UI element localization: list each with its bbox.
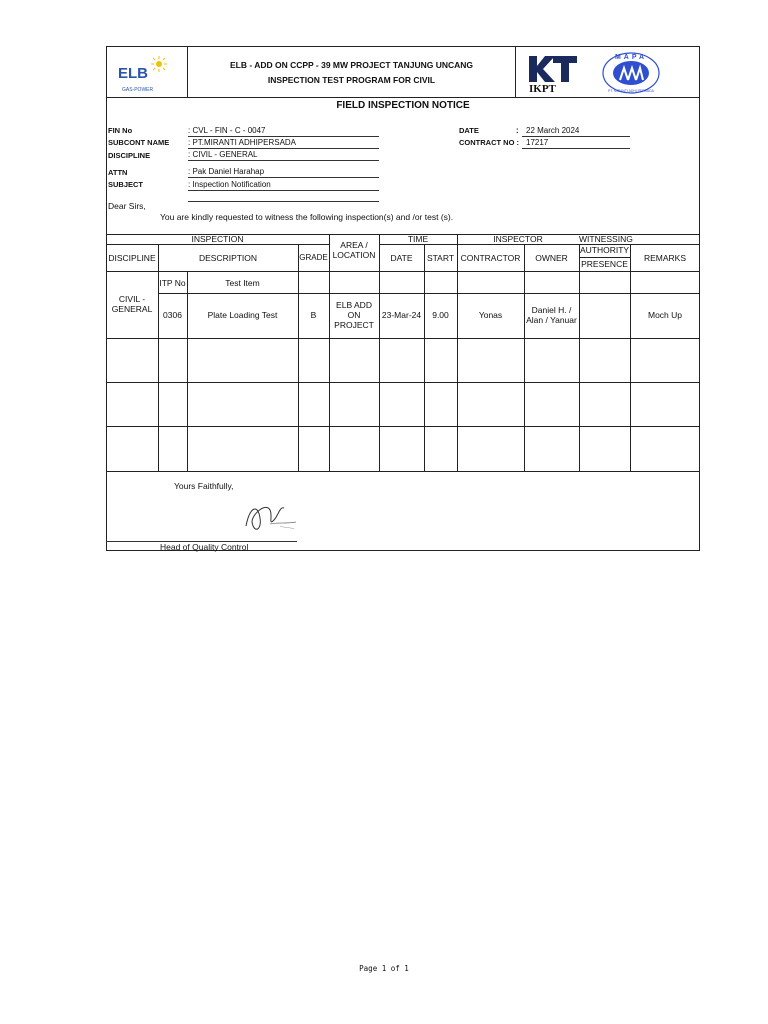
program-title: INSPECTION TEST PROGRAM FOR CIVIL <box>267 75 436 85</box>
header-time: TIME <box>407 234 429 244</box>
notice-title: FIELD INSPECTION NOTICE <box>336 100 470 111</box>
subcont-label: SUBCONT NAME <box>108 138 170 147</box>
cell-date: 23-Mar-24 <box>381 310 422 320</box>
subject-value: : Inspection Notification <box>188 180 271 189</box>
svg-text:ELB: ELB <box>118 65 148 82</box>
header-grade: GRADE <box>299 253 328 262</box>
svg-text:MAPA: MAPA <box>614 54 648 61</box>
header-test-item: Test Item <box>225 278 260 288</box>
attn-value: : Pak Daniel Harahap <box>188 167 265 176</box>
cell-contractor: Yonas <box>478 310 503 320</box>
header-discipline: DISCIPLINE <box>108 253 156 263</box>
elb-logo <box>112 52 182 94</box>
date-value: 22 March 2024 <box>526 126 580 135</box>
fin-value: : CVL - FIN - C - 0047 <box>188 126 266 135</box>
subcont-value: : PT.MIRANTI ADHIPERSADA <box>188 138 297 147</box>
date-colon: : <box>516 126 519 135</box>
cell-remarks: Moch Up <box>647 310 682 320</box>
header-date: DATE <box>390 253 413 263</box>
cell-owner: Daniel H. / Alan / Yanuar <box>526 305 577 325</box>
header-inspection: INSPECTION <box>191 234 244 244</box>
cell-itp-no: 0306 <box>163 310 182 320</box>
cell-start: 9.00 <box>432 310 449 320</box>
project-title: ELB - ADD ON CCPP - 39 MW PROJECT TANJUNG UNCANG <box>229 60 474 70</box>
cell-discipline: CIVIL - GENERAL <box>111 294 153 314</box>
cell-grade: B <box>310 310 317 320</box>
ikpt-logo <box>525 52 581 94</box>
attn-label: ATTN <box>108 168 128 177</box>
header-divider-left <box>187 46 188 97</box>
fin-label: FIN No <box>108 126 133 135</box>
inspection-form <box>106 46 700 551</box>
header-bottom-line <box>106 97 700 98</box>
svg-text:PT. MIRANTI ADHI PERSADA: PT. MIRANTI ADHI PERSADA <box>608 89 654 93</box>
header-area: AREA / LOCATION <box>332 240 376 260</box>
contract-value: 17217 <box>526 138 549 147</box>
header-presence: PRESENCE <box>581 259 628 269</box>
svg-text:IKPT: IKPT <box>529 83 556 94</box>
signer-title: Head of Quality Control <box>160 542 249 552</box>
page-number: Page 1 of 1 <box>359 964 409 973</box>
discipline-label: DISCIPLINE <box>108 151 151 160</box>
intro-text: You are kindly requested to witness the following inspection(s) and /or test (s). <box>160 212 454 222</box>
subject-label: SUBJECT <box>108 180 144 189</box>
contract-label: CONTRACT NO : <box>459 138 519 147</box>
header-owner: OWNER <box>535 253 568 263</box>
header-description: DESCRIPTION <box>198 253 258 263</box>
greeting: Dear Sirs, <box>108 201 146 211</box>
mapa-logo <box>600 50 662 96</box>
sun-icon <box>151 56 167 72</box>
header-authority: AUTHORITY <box>579 245 630 255</box>
signature-image <box>240 496 300 536</box>
date-label: DATE <box>459 126 479 135</box>
header-start: START <box>426 253 455 263</box>
header-inspector: INSPECTOR <box>493 234 543 244</box>
header-contractor: CONTRACTOR <box>460 253 521 263</box>
closing-text: Yours Faithfully, <box>174 481 234 491</box>
header-itp-no: ITP No <box>159 278 186 288</box>
header-witnessing: WITNESSING <box>579 234 633 244</box>
header-remarks: REMARKS <box>643 253 687 263</box>
cell-test-item: Plate Loading Test <box>207 310 278 320</box>
svg-text:GAS-POWER: GAS-POWER <box>122 87 154 93</box>
cell-area: ELB ADD ON PROJECT <box>334 300 374 330</box>
discipline-value: : CIVIL - GENERAL <box>188 150 258 159</box>
header-divider-right <box>515 46 516 97</box>
